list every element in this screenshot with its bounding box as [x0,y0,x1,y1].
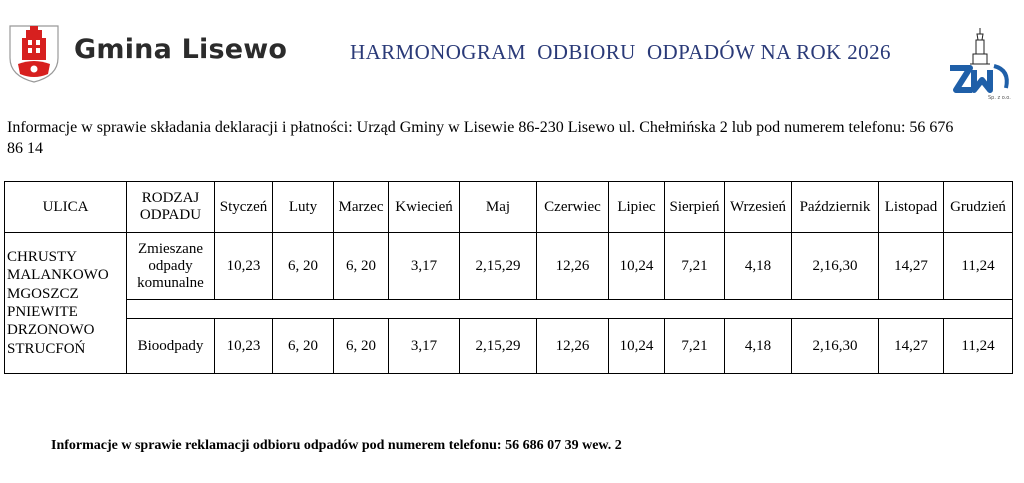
pickup-days: 10,23 [215,319,273,374]
pickup-days: 7,21 [665,233,725,300]
header-waste-type: RODZAJ ODPADU [127,182,215,233]
street-name: MALANKOWO [7,267,109,284]
pickup-days: 14,27 [879,233,944,300]
header-month: Marzec [334,182,389,233]
pickup-days: 6, 20 [334,319,389,374]
gmina-brand-name: Gmina Lisewo [74,34,288,65]
pickup-days: 11,24 [944,319,1013,374]
header-month: Listopad [879,182,944,233]
gmina-crest-icon [8,24,60,84]
streets-cell [5,233,127,374]
pickup-days: 2,16,30 [792,233,879,300]
pickup-days: 4,18 [725,233,792,300]
pickup-days: 14,27 [879,319,944,374]
pickup-days: 10,24 [609,233,665,300]
zgm-logo-small-text: Sp. z o.o. [988,95,1011,101]
pickup-days: 2,15,29 [460,319,537,374]
street-name: CHRUSTY [7,248,78,265]
table-row [5,233,1013,300]
pickup-days: 4,18 [725,319,792,374]
header-month: Styczeń [215,182,273,233]
pickup-days: 11,24 [944,233,1013,300]
waste-type-bio: Bioodpady [127,319,215,374]
pickup-days: 10,23 [215,233,273,300]
table-header-row [5,182,1013,233]
pickup-days: 6, 20 [273,233,334,300]
header-month: Sierpień [665,182,725,233]
pickup-days: 12,26 [537,319,609,374]
street-name: DRZONOWO [7,322,95,339]
street-name: PNIEWITE [7,304,78,320]
pickup-days: 12,26 [537,233,609,300]
table-row [5,319,1013,374]
pickup-days: 6, 20 [334,233,389,300]
waste-type-mixed: Zmieszane odpady komunalne [127,233,215,300]
header-month: Kwiecień [389,182,460,233]
spacer-cell [127,300,1013,319]
header-month: Luty [273,182,334,233]
header-month: Czerwiec [537,182,609,233]
page-title: HARMONOGRAM ODBIORU ODPADÓW NA ROK 2026 [350,40,891,64]
collection-schedule-table [4,181,1013,374]
zgm-logo-icon [944,26,1016,102]
street-name: STRUCFOŃ [7,340,86,357]
pickup-days: 2,16,30 [792,319,879,374]
pickup-days: 3,17 [389,233,460,300]
header-month: Maj [460,182,537,233]
document-header [0,0,1024,108]
header-month: Grudzień [944,182,1013,233]
pickup-days: 7,21 [665,319,725,374]
table-spacer-row [5,300,1013,319]
header-month: Wrzesień [725,182,792,233]
complaints-info: Informacje w sprawie reklamacji odbioru odpadów pod numerem telefonu: 56 686 07 39 wew. 2 [51,438,622,453]
header-month: Lipiec [609,182,665,233]
pickup-days: 10,24 [609,319,665,374]
pickup-days: 2,15,29 [460,233,537,300]
declarations-info: Informacje w sprawie składania deklaracji i płatności: Urząd Gminy w Lisewie 86-230 Lisewo ul. Chełmińska 2 lub pod numerem telefonu: 56 676 86 14 [7,119,954,157]
street-name: MGOSZCZ [7,285,79,302]
pickup-days: 6, 20 [273,319,334,374]
header-street: ULICA [5,182,127,233]
pickup-days: 3,17 [389,319,460,374]
header-month: Październik [792,182,879,233]
